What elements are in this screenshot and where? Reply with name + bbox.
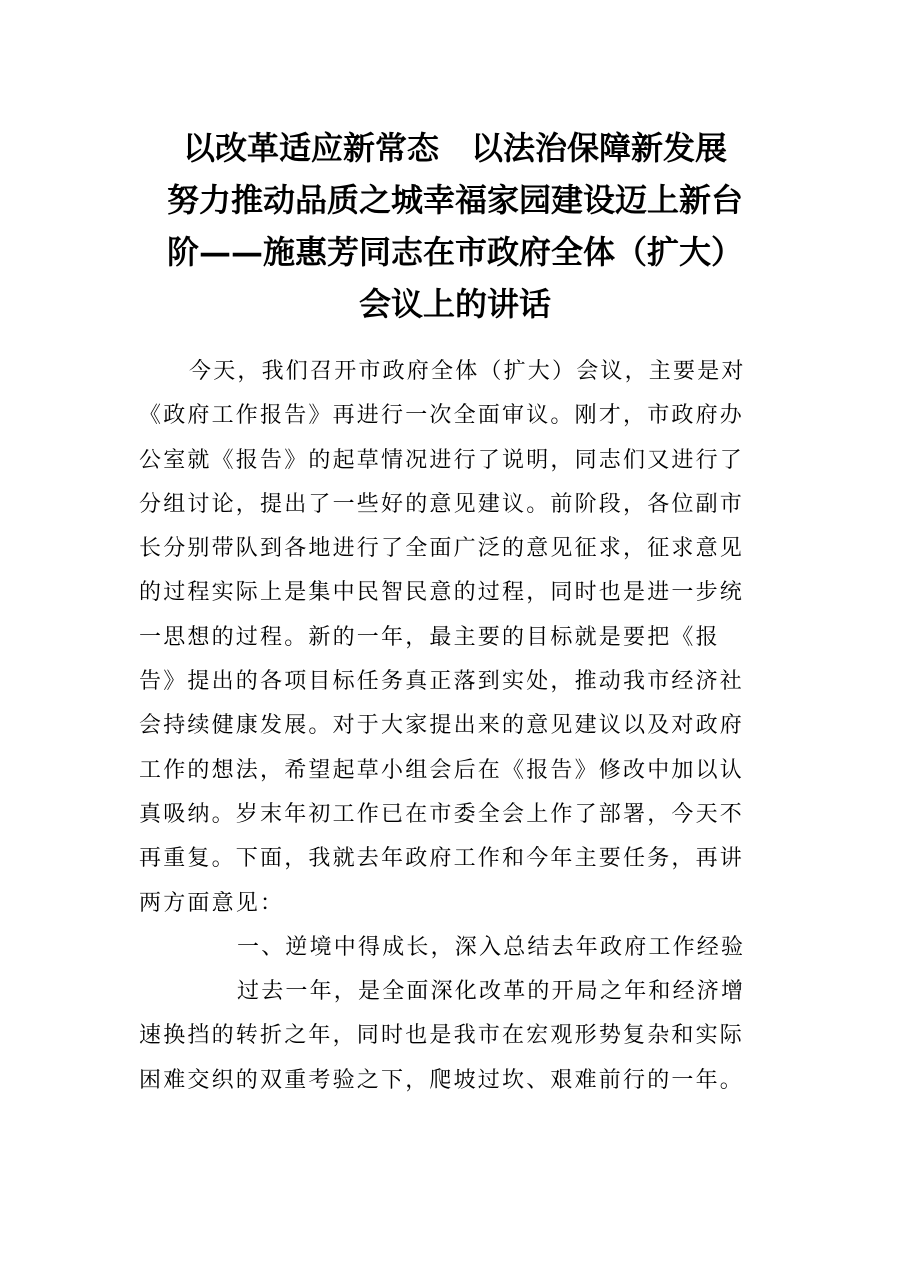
paragraph-line: 真吸纳。岁末年初工作已在市委全会上作了部署，今天不: [139, 801, 745, 827]
paragraph-line: 两方面意见：: [139, 890, 285, 916]
paragraph-line: 工作的想法，希望起草小组会后在《报告》修改中加以认: [139, 757, 745, 783]
paragraph-line: 的过程实际上是集中民智民意的过程，同时也是进一步统: [139, 580, 745, 606]
paragraph-line: 告》提出的各项目标任务真正落到实处，推动我市经济社: [139, 669, 745, 695]
paragraph-line: 公室就《报告》的起草情况进行了说明，同志们又进行了: [139, 447, 745, 473]
title-line: 以改革适应新常态 以法治保障新发展: [182, 129, 727, 167]
paragraph-line: 今天，我们召开市政府全体（扩大）会议，主要是对: [189, 359, 746, 384]
paragraph-line: 分组讨论，提出了一些好的意见建议。前阶段，各位副市: [139, 491, 745, 517]
document-body: [139, 350, 771, 1103]
paragraph-line: 过去一年，是全面深化改革的开局之年和经济增: [237, 979, 746, 1005]
title-line: 会议上的讲话: [358, 285, 551, 323]
section-heading: 一、逆境中得成长，深入总结去年政府工作经验: [237, 934, 746, 960]
paragraph-line: 困难交织的双重考验之下，爬坡过坎、艰难前行的一年。: [139, 1067, 745, 1093]
paragraph-line: 速换挡的转折之年，同时也是我市在宏观形势复杂和实际: [139, 1023, 745, 1049]
title-line: 阶——施惠芳同志在市政府全体（扩大）: [166, 233, 743, 271]
paragraph-line: 《政府工作报告》再进行一次全面审议。刚才，市政府办: [139, 403, 745, 429]
document-title: [140, 122, 770, 330]
paragraph-line: 一思想的过程。新的一年，最主要的目标就是要把《报: [139, 624, 720, 650]
title-line: 努力推动品质之城幸福家园建设迈上新台: [166, 181, 743, 219]
paragraph-line: 会持续健康发展。对于大家提出来的意见建议以及对政府: [139, 713, 745, 739]
paragraph-line: 长分别带队到各地进行了全面广泛的意见征求，征求意见: [139, 536, 745, 562]
paragraph-line: 再重复。下面，我就去年政府工作和今年主要任务，再讲: [139, 846, 745, 872]
